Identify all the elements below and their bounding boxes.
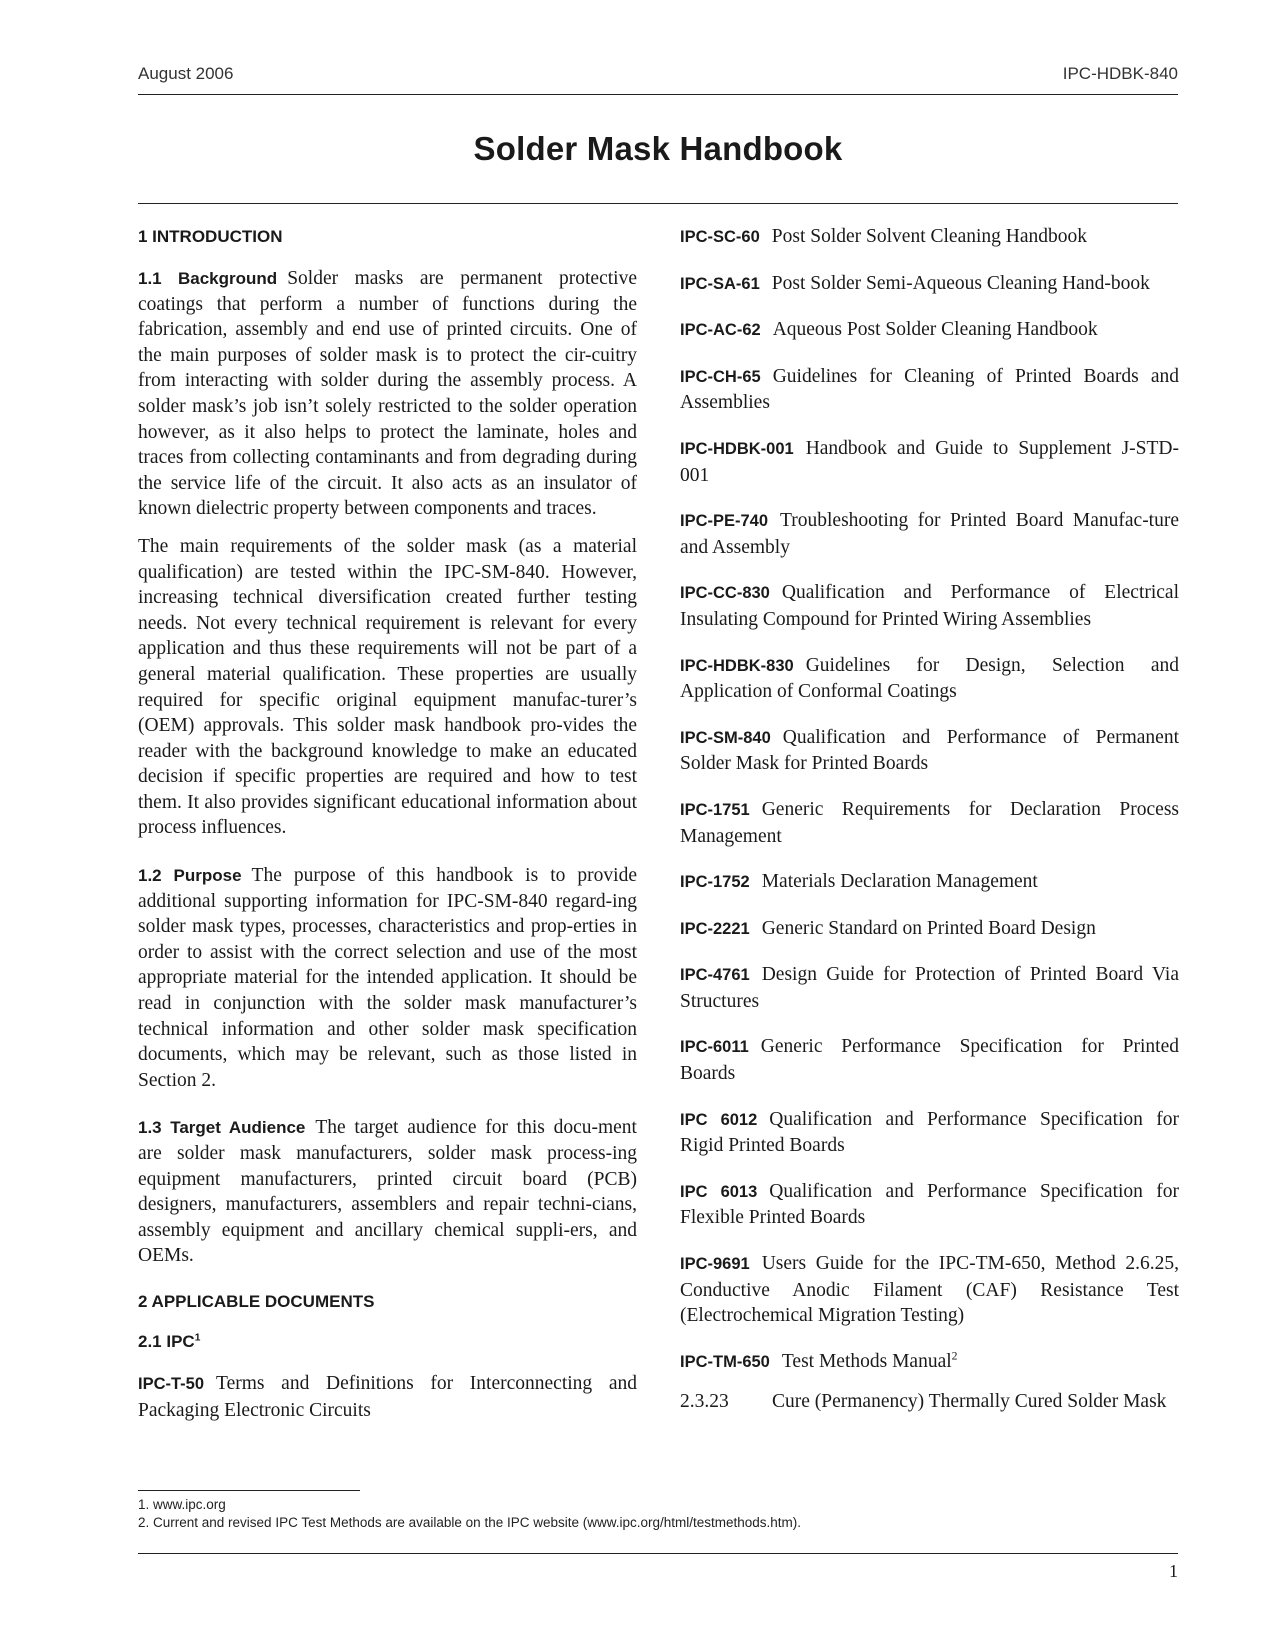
reference-ipc-t-50: [138, 1371, 637, 1423]
reference-entry: [680, 508, 1179, 560]
reference-title: Post Solder Semi-Aqueous Cleaning Hand-book: [771, 272, 1150, 294]
document-title: Solder Mask Handbook: [473, 130, 843, 167]
reference-entry: [680, 364, 1179, 416]
audience-text: The target audience for this docu-ment are solder mask manufacturers, solder mask process-ing equipment manufacturers, printed circuit board (PCB) designers, manufacturers, assemblers and repair techni-cians, assembly equipment and ancillary chemical suppli-ers, and OEMs.: [138, 1117, 637, 1267]
running-header: [138, 64, 1178, 88]
test-method-entry: [680, 1389, 1179, 1415]
reference-title: Design Guide for Protection of Printed Board Via Structures: [680, 964, 1179, 1012]
background-label: 1.1 Background: [138, 269, 278, 288]
reference-entry: [680, 580, 1179, 632]
reference-entry: [680, 653, 1179, 705]
background-paragraph: [138, 266, 637, 522]
purpose-text: The purpose of this handbook is to provide additional supporting information for IPC-SM-840 regard-ing solder mask types, processes, characteristics and prop-erties in order to assist with the correct selection and use of the most appropriate material for the intended application. It should be read in conjunction with the solder mask manufacturer’s technical information and other solder mask specification documents, which may be relevant, such as those listed in Section 2.: [138, 865, 637, 1091]
reference-title: Guidelines for Cleaning of Printed Boards and Assemblies: [680, 365, 1179, 414]
reference-code: IPC-TM-650: [680, 1352, 770, 1371]
reference-code: IPC-6011: [680, 1038, 749, 1057]
reference-title: Qualification and Performance Specification for Flexible Printed Boards: [680, 1180, 1180, 1229]
reference-title: Handbook and Guide to Supplement J-STD-001: [680, 437, 1179, 486]
footnote-ref-1: 1: [194, 1332, 201, 1344]
header-doc-id: IPC-HDBK-840: [1062, 64, 1178, 83]
reference-entry: [680, 317, 1179, 344]
reference-title: Test Methods Manual: [781, 1350, 952, 1372]
reference-entry: [680, 916, 1179, 943]
background-text: Solder masks are permanent protective coatings that perform a number of functions during the fabrication, assembly and end use of printed circuits. One of the main purposes of solder mask is to protect the cir-cuitry from interacting with solder during the assembly process. A solder mask’s job isn’t solely restricted to the solder operation however, as it also helps to protect the laminate, holes and traces from collecting contaminants and from degrading during the service life of the circuit. It also acts as an insulator of known dielectric property between components and traces.: [138, 268, 637, 520]
reference-title: Qualification and Performance Specification for Rigid Printed Boards: [680, 1108, 1180, 1157]
reference-code: IPC-SM-840: [680, 728, 771, 747]
reference-code: IPC-PE-740: [680, 512, 769, 531]
reference-code: IPC-1752: [680, 873, 750, 892]
reference-code: IPC-AC-62: [680, 321, 761, 340]
reference-code: IPC-9691: [680, 1255, 750, 1274]
section-heading-introduction: 1 INTRODUCTION: [138, 227, 283, 246]
reference-title: Users Guide for the IPC-TM-650, Method 2.6.25, Conductive Anodic Filament (CAF) Resistance Test (Electrochemical Migration Testing): [680, 1253, 1179, 1327]
footnote-ref-2: 2: [951, 1349, 958, 1363]
reference-code: IPC-1751: [680, 800, 750, 819]
footer-rule: [138, 1553, 1178, 1554]
reference-title: Qualification and Performance of Electrical Insulating Compound for Printed Wiring Assemblies: [680, 582, 1179, 630]
reference-code: IPC-CC-830: [680, 584, 770, 603]
audience-paragraph: [138, 1115, 637, 1269]
reference-code: IPC-HDBK-001: [680, 439, 794, 458]
reference-entry: [680, 1251, 1179, 1329]
reference-code: IPC-HDBK-830: [680, 656, 794, 675]
reference-code: IPC 6012: [680, 1110, 758, 1129]
reference-title: Generic Performance Specification for Printed Boards: [680, 1036, 1179, 1085]
reference-entry: [680, 1179, 1179, 1231]
reference-code: IPC-T-50: [138, 1374, 205, 1393]
reference-ipc-tm-650: [680, 1349, 1179, 1376]
reference-title: Terms and Definitions for Interconnecting and Packaging Electronic Circuits: [138, 1372, 637, 1421]
footnote-2: 2. Current and revised IPC Test Methods are available on the IPC website (www.ipc.org/html/testmethods.htm).: [138, 1515, 802, 1530]
reference-entry: [680, 271, 1179, 298]
footnote-1: 1. www.ipc.org: [138, 1497, 226, 1512]
reference-entry: [680, 797, 1179, 849]
reference-entry: [680, 1034, 1179, 1086]
reference-title: Generic Requirements for Declaration Process Management: [680, 798, 1179, 847]
reference-entry: [680, 962, 1179, 1014]
reference-entry: [680, 869, 1179, 896]
audience-label: 1.3 Target Audience: [138, 1118, 306, 1138]
reference-title: Generic Standard on Printed Board Design: [761, 917, 1096, 939]
section-heading-applicable-documents: 2 APPLICABLE DOCUMENTS: [138, 1291, 375, 1311]
reference-title: Aqueous Post Solder Cleaning Handbook: [772, 319, 1098, 341]
footnote-rule: [138, 1490, 360, 1491]
header-rule: [138, 94, 1178, 95]
reference-code: IPC-SC-60: [680, 228, 760, 246]
footnotes: [138, 1496, 1178, 1532]
page-number: 1: [1169, 1561, 1178, 1581]
title-rule: [138, 203, 1178, 204]
subsection-heading-ipc: [138, 1331, 637, 1353]
reference-code: IPC-CH-65: [680, 367, 761, 386]
reference-entry: [680, 224, 1179, 251]
header-date: August 2006: [138, 64, 234, 83]
purpose-paragraph: [138, 863, 637, 1093]
reference-title: Post Solder Solvent Cleaning Handbook: [771, 226, 1088, 247]
reference-code: IPC-SA-61: [680, 274, 760, 293]
reference-code: IPC 6013: [680, 1182, 758, 1201]
reference-list: [680, 224, 1179, 1329]
reference-entry: [680, 1107, 1179, 1159]
left-column: [138, 224, 637, 1443]
reference-title: Troubleshooting for Printed Board Manufac-ture and Assembly: [680, 510, 1179, 558]
reference-title: Guidelines for Design, Selection and Application of Conformal Coatings: [680, 654, 1179, 703]
subsection-ipc-label: 2.1 IPC: [138, 1331, 195, 1351]
right-column: [680, 224, 1179, 1415]
purpose-label: 1.2 Purpose: [138, 866, 242, 886]
reference-code: IPC-4761: [680, 966, 750, 985]
reference-entry: [680, 725, 1179, 777]
requirements-paragraph: The main requirements of the solder mask (as a material qualification) are tested within the IPC-SM-840. However, increasing technical diversification created further testing needs. Not every technical requirement is relevant for every application and thus these requirements will not be part of a general material qualification. These properties are usually required for specific original equipment manufac-turer’s (OEM) approvals. This solder mask handbook pro-vides the reader with the background knowledge to make an educated decision if specific properties are required and how to test them. It also provides significant educational information about process influences.: [138, 535, 637, 839]
reference-code: IPC-2221: [680, 919, 750, 938]
reference-entry: [680, 436, 1179, 488]
reference-title: Qualification and Performance of Permanent Solder Mask for Printed Boards: [680, 726, 1179, 775]
reference-title: Materials Declaration Management: [761, 871, 1038, 893]
test-method-title: Cure (Permanency) Thermally Cured Solder Mask: [772, 1391, 1167, 1413]
test-method-number: 2.3.23: [680, 1391, 729, 1413]
